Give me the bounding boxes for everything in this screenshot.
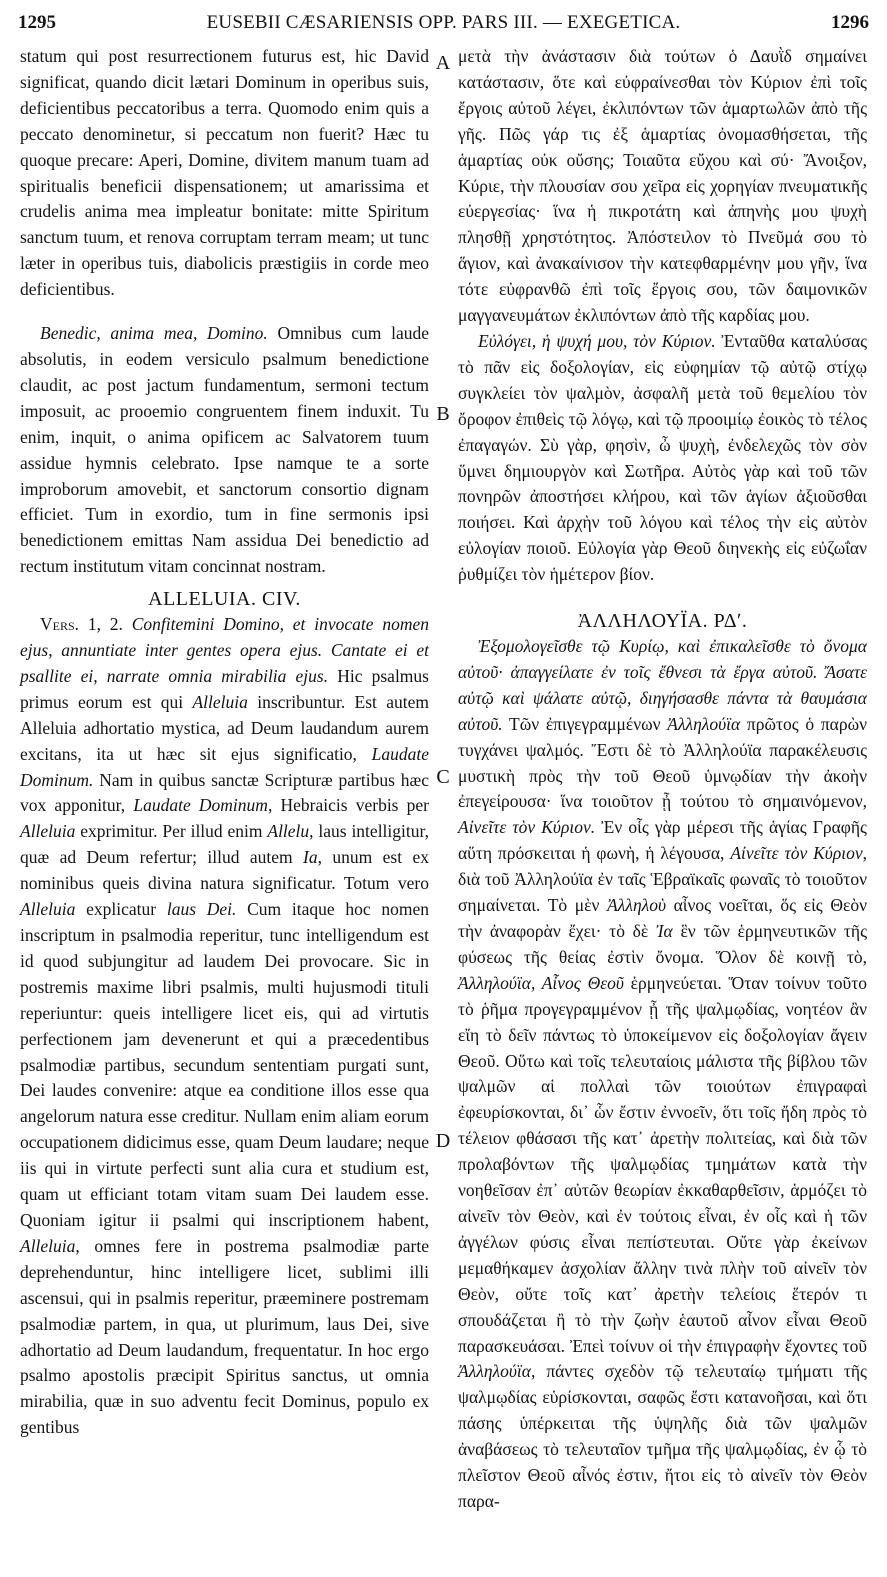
text-run: Ἀλληλούϊα	[458, 1361, 531, 1382]
text-run: αἶνος νοεῖται, ὅς εἰς Θεὸν τὴν ἀναφορὰν ἔχει· τὸ δὲ	[458, 895, 867, 941]
greek-lemma-eulogei: Εὐλόγει, ἡ ψυχή μου, τὸν Κύριον.	[478, 330, 716, 351]
text-run: Ἀλληλοὺ	[607, 895, 666, 916]
text-run: exprimitur. Per illud enim	[75, 821, 268, 842]
text-run: , πάντες σχεδὸν τῷ τελευταίῳ τμήματι τῆς ψαλμῳδίας εὑρίσκονται, σαφῶς ἔστι κατανοῆσαι, καὶ ὅτι πάσης ὑπέρκειται τῆς ὑψηλῆς διὰ τῶν ψαλμῶν ἀναβάσεως τὸ τελευταῖον τμῆμα τῆς ψαλμῳδίας, ἐν ᾧ τὸ πλεῖστον Θεοῦ αἶνός ἐστιν, ἤτοι εἰς τὸ αἰνεῖν τὸν Θεὸν παρα-	[458, 1361, 867, 1511]
greek-paragraph-1: μετὰ τὴν ἀνάστασιν διὰ τούτων ὁ Δαυῒδ σημαίνει κατάστασιν, ὅτε καὶ εὐφραίνεσθαι τὸν Κύριον ἐπὶ τοῖς ἔργοις αὐτοῦ λέγει, ἐκλιπόντων τῶν ἁμαρτωλῶν ἀπὸ τῆς γῆς. Πῶς γάρ τις ἐξ ἁμαρτίας ὀνομασθήσεται, τῆς ἁμαρτίας οὐκ οὔσης; Τοιαῦτα εὔχου καὶ σύ· Ἄνοιξον, Κύριε, τὴν πλουσίαν σου χεῖρα εἰς χορηγίαν πνευματικῆς εὐεργεσίας· ἵνα ἡ πικροτάτη καὶ ἀπηνὴς μου ψυχὴ πλησθῇ χρηστότητος. Ἀπόστειλον τὸ Πνεῦμά σου τὸ ἅγιον, καὶ ἀνακαίνισον τὴν κατεφθαρμένην μου γῆν, ἵνα τότε εὐφρανθῶ ἐπὶ τοῖς ἔργοις σου, τῶν δαιμονικῶν μαγγανευμάτων ἐκλιπόντων ἀπὸ τῆς καρδίας μου.	[458, 46, 867, 326]
text-run: Ἀλληλούϊα	[667, 713, 741, 734]
margin-marker-c: C	[436, 766, 450, 788]
greek-psalm-heading: ἈΛΛΗΛΟΥΪΑ. ΡΔʹ.	[577, 610, 748, 633]
latin-paragraph-2	[20, 321, 429, 580]
text-run: Τῶν ἐπιγεγραμμένων	[502, 713, 668, 734]
text-run: Alleluia	[192, 691, 248, 712]
running-title: EUSEBII CÆSARIENSIS OPP. PARS III. — EXEGETICA.	[206, 12, 681, 33]
latin-psalm-heading: ALLELUIA. CIV.	[148, 588, 301, 611]
latin-commentary-2: Omnibus cum laude absolutis, in eodem versiculo psalmum benedictione claudit, ac post jactum fundamentum, sermoni tectum imposuit, ac prooemio congruentem finem induxit. Tu enim, inquit, o anima opificem ac Salvatorem tuum assidue hymnis celebrato. Ipse namque te a sorte improborum amovebit, et sanctorum consortio dignam efficiet. Tum in exordio, tum in fine sermonis ipsi benedictionem emittas Nam assidua Dei benedictio ad rectum institutum vitam concinnat nostram.	[20, 323, 429, 577]
text-run: Alleluia	[20, 1235, 76, 1256]
latin-lemma-confitemini: Confitemini Domino, et invocate nomen ejus, annuntiate inter gentes opera ejus. Cantate ei et psallite ei, narrate omnia mirabilia ejus.	[20, 614, 429, 686]
latin-lemma-benedic: Benedic, anima mea, Domino.	[40, 323, 268, 344]
page-number-right: 1296	[831, 12, 869, 33]
greek-lemma-exomologeisthe: Ἐξομολογεῖσθε τῷ Κυρίῳ, καὶ ἐπικαλεῖσθε τὸ ὄνομα αὐτοῦ· ἀπαγγείλατε ἐν τοῖς ἔθνεσι τὰ ἔργα αὐτοῦ. Ἄσατε αὐτῷ καὶ ψάλατε αὐτῷ, διηγήσασθε πάντα τὰ θαυμάσια αὐτοῦ.	[458, 636, 867, 734]
text-run: , διὰ τοῦ Ἀλληλούϊα ἐν ταῖς Ἑβραϊκαῖς φωναῖς τὸ τοιοῦτον σημαίνεται. Τὸ μὲν	[458, 843, 867, 916]
greek-paragraph-3	[458, 634, 867, 1515]
text-run: inscribuntur. Est autem Alleluia adhortatio mystica, ad Deum laudandum aurem excitans, ita ut hæc sit ejus significatio,	[20, 691, 430, 764]
greek-paragraph-2	[458, 329, 867, 588]
text-run: , omnes fere in postrema psalmodiæ parte deprehenduntur, hinc intelligere licet, sublimi illi ascensui, qui in psalmis reperitur, præeminere postremam psalmodiæ partem, in qua, ut plurimum, laus Dei, sive adhortatio ad Deum laudandum, frequentatur. In hoc ergo psalmo apostolis præcipit Spiritus sanctus, ut omnia mirabilia, quæ in suo adventu fecit Dominus, populo ex gentibus	[20, 1235, 429, 1438]
text-run: ἓν τῶν ἑρμηνευτικῶν τῆς φύσεως τῆς θείας ἐστὶν ὄνομα. Ὅλον δὲ κοινῇ τὸ,	[458, 921, 867, 967]
latin-paragraph-1: statum qui post resurrectionem futurus est, hic David significat, quando dicit lætari Dominum in operibus suis, deficientibus peccatoribus a terra. Quomodo enim quis a peccato denominetur, si peccatum non fuerit? Hæc tu quoque precare: Aperi, Domine, divitem manum tuam ad spiritualis beneficii dispensationem; ut amarissima et crudelis anima mea impleatur bonitate: mitte Spiritum sanctum tuum, et renova corruptam terram meam; ut tunc læter in operibus tuis, diabolicis præstigiis in corde meo deficientibus.	[20, 46, 429, 300]
text-run: Laudate Dominum	[133, 795, 268, 816]
latin-paragraph-3	[20, 612, 429, 1441]
margin-marker-d: D	[435, 1130, 451, 1152]
text-run: Ia	[303, 847, 318, 868]
text-run: Nam in quibus sanctæ Scripturæ partibus hæc vox apponitur,	[20, 769, 429, 816]
text-run: Ἰα	[656, 921, 673, 941]
greek-column	[458, 44, 867, 1515]
text-run: Allelu	[267, 821, 310, 842]
text-run: Αἰνεῖτε τὸν Κύριον	[730, 843, 863, 864]
latin-column	[20, 44, 429, 1441]
text-run: explicatur	[75, 899, 167, 920]
verse-reference: Vers. 1, 2.	[40, 614, 123, 635]
text-run: , unum est ex nominibus queis divina natura significatur. Totum vero	[20, 847, 430, 894]
text-run: Cum itaque hoc nomen inscriptum in psalmodia reperitur, tunc intelligendum est id quod subjungitur ad laudem Dei provocare. Sic in postremis maxime libri psalmis, multi hujusmodi tituli reperiuntur: queis intelligere licet eis, qui ad virtutis perfectionem jam devenerunt et qui a præcedentibus psalmodiæ partibus, secundum sententiam purgati sunt, Dei laudes convenire: atque ea conditione illos esse qua angelorum natura esse creditur. Nullam enim aliam eorum occupationem didicimus esse, quam Deum laudare; neque iis qui in virtute perfecti sunt alia cura et studium est, quam ut efficiant totam vitam suam Dei laudem esse. Quoniam igitur ii psalmi qui inscriptionem habent,	[20, 899, 429, 1230]
text-run: Ἀλληλούϊα, Αἶνος Θεοῦ	[458, 972, 624, 993]
text-run: ἑρμηνεύεται. Ὅταν τοίνυν τοῦτο τὸ ῥῆμα προγεγραμμένον ᾖ τῆς ψαλμῳδίας, νοητέον ἂν εἴη τὸ δεῖν πάντως τὸ ὑποκείμενον εἰς δοξολογίαν ἄγειν Θεοῦ. Οὕτω καὶ τοῖς τελευταίοις μάλιστα τῆς βίβλου τῶν ψαλμῶν αἱ πολλαὶ τῶν τοιούτων ἐπιγραφαὶ ἐφευρίσκονται, δι᾽ ὧν ἔστιν ἐννοεῖν, ὅτι τοῖς ἤδη πρὸς τὸ τέλειον φθάσασι τῆς κατ᾽ ἀρετὴν πολιτείας, καὶ διὰ τῶν προλαβόντων τῆς ψαλμῳδίας τμημάτων κατὰ τὴν νοηθεῖσαν ἐπ᾽ αὐτῶν θεωρίαν ἐκκαθαρθεῖσιν, ἁρμόζει τὸ αἰνεῖν τὸν Θεὸν, καὶ ἐν τούτοις εἶναι, ἐν οἷς καὶ ἡ τῶν ἀγγέλων φύσις εἶναι πεπίστευται. Οὔτε γὰρ ἐκείνων μεμαθήκαμεν ἀσχολίαν ἄλλην τινὰ πλὴν τοῦ αἰνεῖν τὸν Θεὸν, οὔτε τοῖς κατ᾽ ἀρετὴν τελείοις ἕτερόν τι σπουδάζεται ἢ τὸ τὴν ζωὴν ἑαυτοῦ αἶνον εἶναι Θεοῦ παρασκευάσαι. Ἐπεὶ τοίνυν οἱ τὴν ἐπιγραφὴν ἔχοντες τοῦ	[458, 972, 867, 1356]
text-run: , Hebraicis verbis per	[267, 795, 430, 816]
margin-marker-a: A	[435, 52, 451, 74]
text-run: laus Dei.	[166, 899, 237, 920]
text-run: , laus intelligitur, quæ ad Deum refertur; illud autem	[20, 821, 430, 868]
page-number-left: 1295	[18, 12, 56, 33]
running-head	[18, 10, 869, 36]
greek-commentary-2: Ἐνταῦθα καταλύσας τὸ πᾶν εἰς δοξολογίαν, εἰς εὐφημίαν τῷ αὐτῷ στίχῳ συγκλείει τὸν ψαλμὸν, ἀσφαλῆ μετὰ τοῦ θεμελίου τὸν ὄροφον ἐπιθεὶς τῷ λόγῳ, καὶ τῷ προοιμίῳ ἐοικὸς τὸ τέλος ἐπαγαγών. Σὺ γὰρ, φησὶν, ὦ ψυχὴ, ἐνδελεχῶς τὸν σὸν ὕμνει δημιουργὸν καὶ Σωτῆρα. Αὐτὸς γὰρ καὶ τοῦ τῶν πονηρῶν ἀποστήσει κλήρου, καὶ τῶν ἁγίων ἀξιοῦσθαι ποιήσει. Καὶ ἀρχὴν τοῦ λόγου καὶ τέλος τὴν εἰς αὐτὸν εὐλογίαν ποιοῦ. Εὐλογία γὰρ Θεοῦ διηνεκὴς εἰς εὐζωΐαν ῥυθμίζει τὸν ἡμέτερον βίον.	[458, 330, 867, 585]
text-run: Laudate Dominum.	[20, 743, 429, 790]
text-run: Αἰνεῖτε τὸν Κύριον.	[458, 817, 596, 838]
text-run: Alleluia	[20, 899, 76, 920]
text-run: Hic psalmus primus eorum est qui	[20, 665, 429, 712]
margin-marker-b: B	[436, 403, 450, 425]
text-run: πρῶτος ὁ παρὼν τυγχάνει ψαλμός. Ἔστι δὲ τὸ Ἀλληλούϊα παρακέλευσις μυστικὴ πρὸς τὴν τοῦ Θεοῦ ὑμνῳδίαν τὴν ἀκοὴν ἐπεγείρουσα· ἵνα τοιοῦτον ᾖ τούτου τὸ σημαινόμενον,	[458, 713, 868, 812]
text-run: Ἐν οἷς γὰρ μέρεσι τῆς ἁγίας Γραφῆς αὕτη πρόσκειται ἡ φωνὴ, ἡ λέγουσα,	[458, 817, 867, 864]
text-run: Alleluia	[20, 821, 76, 842]
